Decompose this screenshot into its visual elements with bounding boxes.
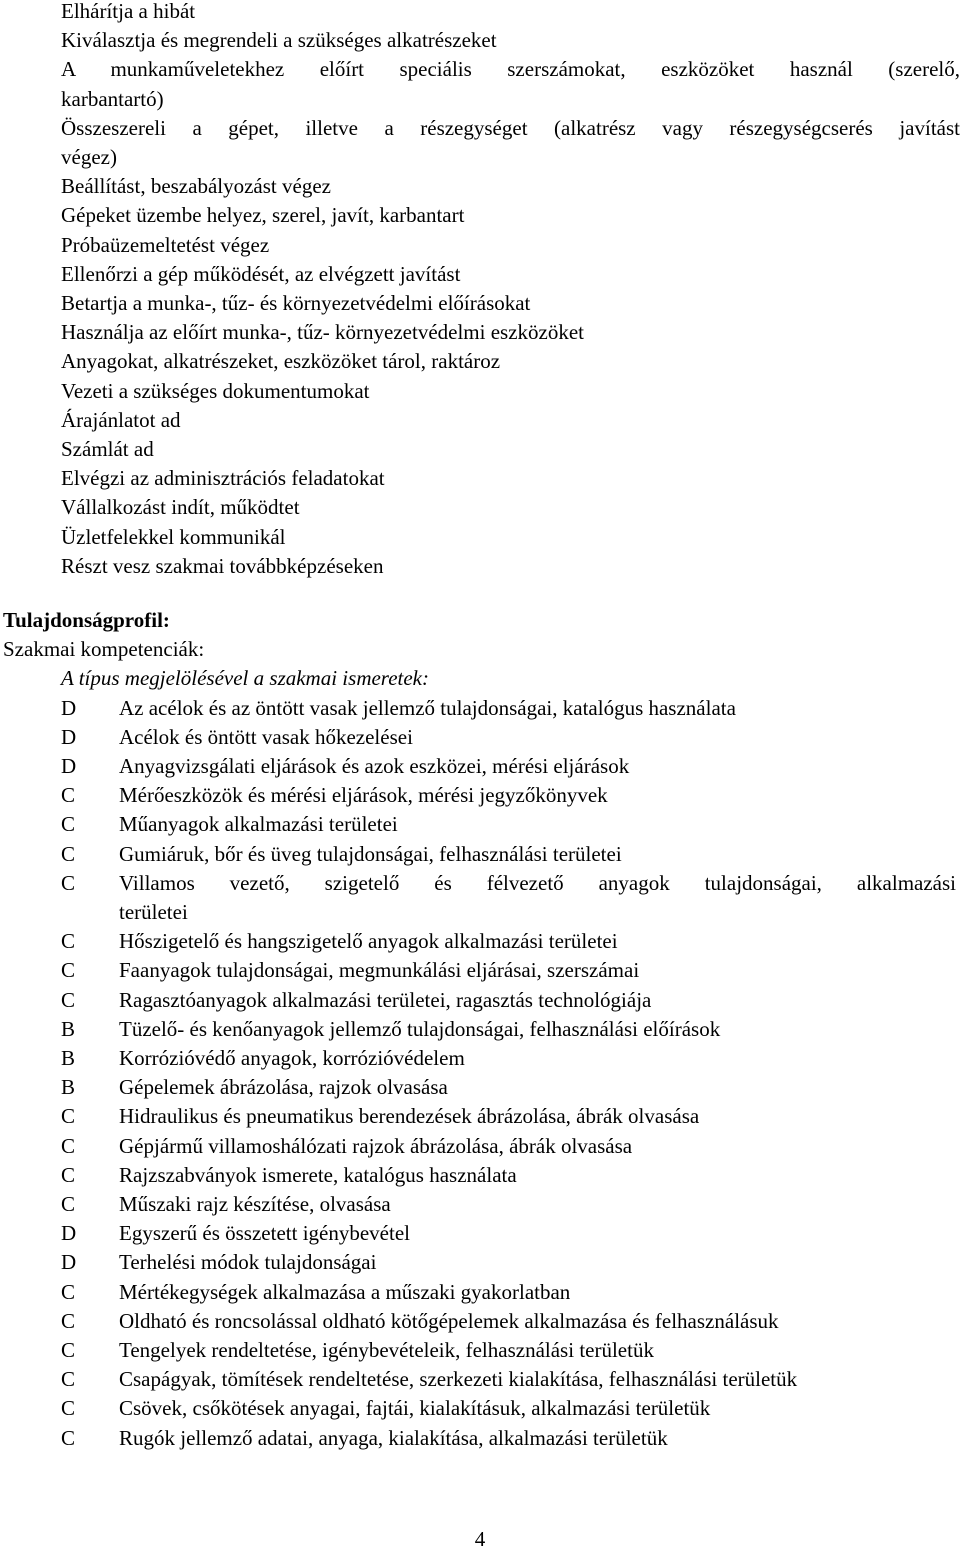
competency-level: C <box>61 1425 76 1450</box>
competency-text <box>119 1336 960 1365</box>
competency-row <box>3 1190 960 1219</box>
competency-row <box>3 869 960 927</box>
competency-text <box>119 781 960 810</box>
competency-row <box>3 752 960 781</box>
competency-text-line: Oldható és roncsolással oldható kötőgépelemek alkalmazása és felhasználásuk <box>119 1308 779 1333</box>
task-item: Elhárítja a hibát <box>61 0 196 23</box>
task-item: Vállalkozást indít, működtet <box>61 495 300 520</box>
competency-text-line: Korrózióvédő anyagok, korrózióvédelem <box>119 1046 465 1071</box>
competency-text-line: Csövek, csőkötések anyagai, fajtái, kialakításuk, alkalmazási területük <box>119 1396 711 1421</box>
competency-row <box>3 927 960 956</box>
competency-text-line: Műanyagok alkalmazási területei <box>119 812 398 837</box>
competency-level: C <box>61 1308 76 1333</box>
competency-text-line: Rajzszabványok ismerete, katalógus használata <box>119 1162 517 1187</box>
task-item-continuation: végez) <box>61 145 117 170</box>
competency-text-line: Műszaki rajz készítése, olvasása <box>119 1192 391 1217</box>
competency-level: C <box>61 1104 76 1129</box>
competency-text <box>119 1190 960 1219</box>
task-item: Betartja a munka-, tűz- és környezetvédelmi előírásokat <box>61 291 531 316</box>
competency-text <box>119 1073 960 1102</box>
competency-text <box>119 1365 960 1394</box>
task-item-continuation: karbantartó) <box>61 86 164 111</box>
competency-text-line: Ragasztóanyagok alkalmazási területei, ragasztás technológiája <box>119 987 652 1012</box>
task-item: Összeszereli a gépet, illetve a részegységet (alkatrész vagy részegységcserés javítást <box>61 115 960 140</box>
competency-level: C <box>61 1133 76 1158</box>
competency-text <box>119 869 960 927</box>
competency-text-line: Csapágyak, tömítések rendeltetése, szerkezeti kialakítása, felhasználási területük <box>119 1367 798 1392</box>
task-item: Számlát ad <box>61 437 154 462</box>
competency-level: C <box>61 1192 76 1217</box>
competency-text-line: Acélok és öntött vasak hőkezelései <box>119 724 413 749</box>
competency-level: C <box>61 841 76 866</box>
competency-row <box>3 694 960 723</box>
competency-level: D <box>61 695 77 720</box>
competency-text-line: Rugók jellemző adatai, anyaga, kialakítása, alkalmazási területük <box>119 1425 668 1450</box>
competency-text <box>119 810 960 839</box>
task-item: Anyagokat, alkatrészeket, eszközöket tárol, raktároz <box>61 349 501 374</box>
competency-row <box>3 1073 960 1102</box>
competency-row <box>3 1132 960 1161</box>
competency-row <box>3 1248 960 1277</box>
competency-row <box>3 723 960 752</box>
competency-level: C <box>61 1279 76 1304</box>
competency-text <box>119 1132 960 1161</box>
competency-row <box>3 1219 960 1248</box>
competency-text <box>119 1044 960 1073</box>
competency-text <box>119 956 960 985</box>
competency-text-line: Hőszigetelő és hangszigetelő anyagok alkalmazási területei <box>119 929 618 954</box>
competency-text <box>119 1219 960 1248</box>
competency-text <box>119 840 960 869</box>
competency-text <box>119 927 960 956</box>
competency-level: C <box>61 929 76 954</box>
competency-row <box>3 1394 960 1423</box>
competency-level: D <box>61 754 77 779</box>
competency-text-line: Mérőeszközök és mérési eljárások, mérési jegyzőkönyvek <box>119 783 608 808</box>
competency-text-line: Villamos vezető, szigetelő és félvezető anyagok tulajdonságai, alkalmazási <box>119 870 956 895</box>
page-number: 4 <box>474 1527 486 1551</box>
competency-level: C <box>61 1338 76 1363</box>
competency-text <box>119 1394 960 1423</box>
competency-row <box>3 810 960 839</box>
competency-text <box>119 723 960 752</box>
competency-row <box>3 1015 960 1044</box>
competency-text-line: Hidraulikus és pneumatikus berendezések ábrázolása, ábrák olvasása <box>119 1104 700 1129</box>
competency-text <box>119 752 960 781</box>
task-item: Elvégzi az adminisztrációs feladatokat <box>61 466 385 491</box>
competency-row <box>3 840 960 869</box>
competency-text-line: Mértékegységek alkalmazása a műszaki gyakorlatban <box>119 1279 571 1304</box>
competency-level: C <box>61 812 76 837</box>
competency-text-line: Terhelési módok tulajdonságai <box>119 1250 377 1275</box>
competency-row <box>3 781 960 810</box>
task-item: Vezeti a szükséges dokumentumokat <box>61 378 370 403</box>
property-profile-section <box>3 606 960 1453</box>
competency-text <box>119 1307 960 1336</box>
competency-row <box>3 1336 960 1365</box>
task-list <box>61 0 960 581</box>
competency-text <box>119 1278 960 1307</box>
competency-level: C <box>61 1162 76 1187</box>
competency-text-line: Gépjármű villamoshálózati rajzok ábrázolása, ábrák olvasása <box>119 1133 633 1158</box>
task-item: Árajánlatot ad <box>61 407 181 432</box>
competency-level: C <box>61 1367 76 1392</box>
task-item: Üzletfelekkel kommunikál <box>61 524 286 549</box>
competency-text-line: Gépelemek ábrázolása, rajzok olvasása <box>119 1075 448 1100</box>
competency-row <box>3 1102 960 1131</box>
competency-text-line: Anyagvizsgálati eljárások és azok eszközei, mérési eljárások <box>119 754 630 779</box>
task-item: Próbaüzemeltetést végez <box>61 232 270 257</box>
competency-text-line: Tüzelő- és kenőanyagok jellemző tulajdonságai, felhasználási előírások <box>119 1016 721 1041</box>
competency-text <box>119 1015 960 1044</box>
competency-row <box>3 1278 960 1307</box>
competency-level: B <box>61 1046 76 1071</box>
task-item: Részt vesz szakmai továbbképzéseken <box>61 553 384 578</box>
competency-text <box>119 1102 960 1131</box>
competency-level: D <box>61 1221 77 1246</box>
section-heading: Tulajdonságprofil: <box>3 608 170 632</box>
competency-row <box>3 956 960 985</box>
competency-row <box>3 1424 960 1453</box>
type-heading: A típus megjelölésével a szakmai ismeretek: <box>61 666 429 691</box>
competency-level: D <box>61 1250 77 1275</box>
task-item: Kiválasztja és megrendeli a szükséges alkatrészeket <box>61 28 497 53</box>
competency-level: B <box>61 1075 76 1100</box>
competency-text <box>119 1424 960 1453</box>
competency-level: D <box>61 724 77 749</box>
competency-level: B <box>61 1016 76 1041</box>
competency-text-line: Gumiáruk, bőr és üveg tulajdonságai, felhasználási területei <box>119 841 622 866</box>
competency-level: C <box>61 870 76 895</box>
competency-text <box>119 1161 960 1190</box>
competency-text-line: Egyszerű és összetett igénybevétel <box>119 1221 410 1246</box>
task-item: Beállítást, beszabályozást végez <box>61 174 331 199</box>
competency-row <box>3 1161 960 1190</box>
competency-row <box>3 1307 960 1336</box>
competency-level: C <box>61 783 76 808</box>
task-item: A munkaműveletekhez előírt speciális szerszámokat, eszközöket használ (szerelő, <box>61 57 960 82</box>
competency-row <box>3 1044 960 1073</box>
competency-row <box>3 986 960 1015</box>
subsection-heading: Szakmai kompetenciák: <box>3 637 205 662</box>
competency-text <box>119 1248 960 1277</box>
competency-row <box>3 1365 960 1394</box>
competency-level: C <box>61 958 76 983</box>
competency-text-line: Tengelyek rendeltetése, igénybevételeik, felhasználási területük <box>119 1338 654 1363</box>
competency-level: C <box>61 1396 76 1421</box>
competency-level: C <box>61 987 76 1012</box>
competency-text <box>119 694 960 723</box>
task-item: Ellenőrzi a gép működését, az elvégzett javítást <box>61 261 461 286</box>
competency-text-line: Az acélok és az öntött vasak jellemző tulajdonságai, katalógus használata <box>119 695 736 720</box>
task-item: Használja az előírt munka-, tűz- környezetvédelmi eszközöket <box>61 320 585 345</box>
competency-text-line: Faanyagok tulajdonságai, megmunkálási eljárásai, szerszámai <box>119 958 640 983</box>
competency-text-line: területei <box>119 900 188 925</box>
task-item: Gépeket üzembe helyez, szerel, javít, karbantart <box>61 203 465 228</box>
competency-text <box>119 986 960 1015</box>
competency-list <box>3 694 960 1453</box>
